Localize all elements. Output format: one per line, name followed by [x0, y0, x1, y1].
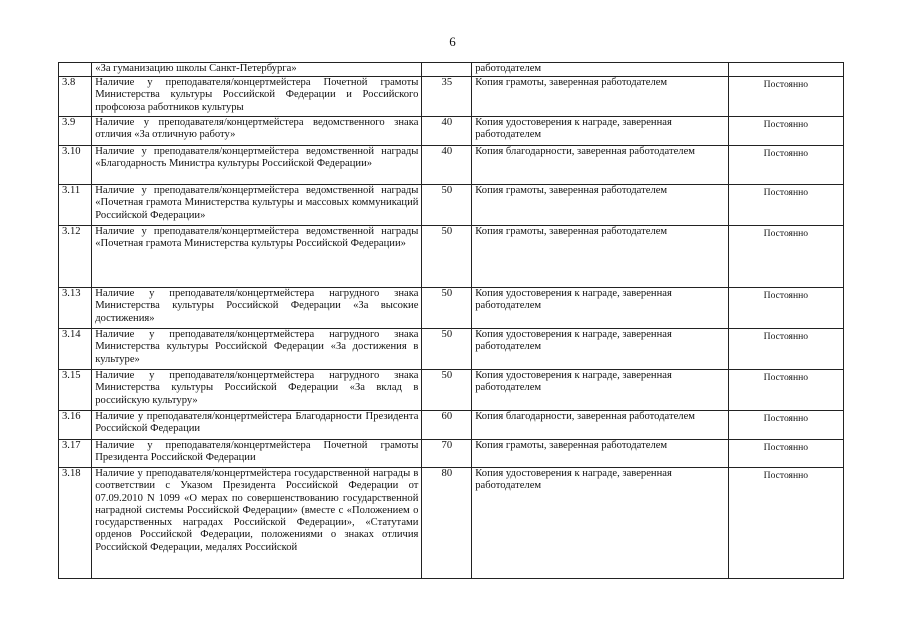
table-row	[59, 146, 844, 185]
points-cell: 50	[422, 288, 472, 329]
period-cell: Постоянно	[728, 185, 843, 226]
table-row	[59, 411, 844, 440]
criteria-table	[58, 62, 844, 579]
row-number-cell: 3.16	[59, 411, 92, 440]
period-cell: Постоянно	[728, 468, 843, 579]
row-number-cell: 3.11	[59, 185, 92, 226]
period-cell: Постоянно	[728, 440, 843, 468]
points-cell: 35	[422, 77, 472, 117]
criterion-cell: Наличие у преподавателя/концертмейстера ведомственной награды «Почетная грамота Министерства культуры Российской Федерации»	[92, 226, 422, 288]
row-number-cell: 3.9	[59, 117, 92, 146]
document-cell: Копия грамоты, заверенная работодателем	[472, 77, 728, 117]
criterion-cell: Наличие у преподавателя/концертмейстера ведомственной награды «Почетная грамота Министерства культуры и массовых коммуникаций Российской Федерации»	[92, 185, 422, 226]
points-cell: 80	[422, 468, 472, 579]
table-row	[59, 117, 844, 146]
document-cell: Копия грамоты, заверенная работодателем	[472, 440, 728, 468]
criterion-cell: Наличие у преподавателя/концертмейстера нагрудного знака Министерства культуры Российской Федерации «За вклад в российскую культуру»	[92, 370, 422, 411]
page-number: 6	[449, 34, 456, 49]
table-row	[59, 468, 844, 579]
document-cell: Копия благодарности, заверенная работодателем	[472, 411, 728, 440]
row-number-cell: 3.15	[59, 370, 92, 411]
points-cell: 70	[422, 440, 472, 468]
points-cell: 50	[422, 226, 472, 288]
period-cell: Постоянно	[728, 146, 843, 185]
document-cell: Копия удостоверения к награде, заверенная работодателем	[472, 329, 728, 370]
points-cell	[422, 63, 472, 77]
period-cell: Постоянно	[728, 370, 843, 411]
criterion-cell: «За гуманизацию школы Санкт-Петербурга»	[92, 63, 422, 77]
points-cell: 40	[422, 117, 472, 146]
document-cell: Копия удостоверения к награде, заверенная работодателем	[472, 117, 728, 146]
period-cell: Постоянно	[728, 411, 843, 440]
table-row	[59, 370, 844, 411]
row-number-cell: 3.10	[59, 146, 92, 185]
document-cell: Копия грамоты, заверенная работодателем	[472, 226, 728, 288]
row-number-cell: 3.12	[59, 226, 92, 288]
table-row	[59, 77, 844, 117]
points-cell: 50	[422, 329, 472, 370]
row-number-cell: 3.18	[59, 468, 92, 579]
document-cell: работодателем	[472, 63, 728, 77]
document-cell: Копия благодарности, заверенная работодателем	[472, 146, 728, 185]
criterion-cell: Наличие у преподавателя/концертмейстера нагрудного знака Министерства культуры Российской Федерации «За высокие достижения»	[92, 288, 422, 329]
row-number-cell: 3.8	[59, 77, 92, 117]
criterion-cell: Наличие у преподавателя/концертмейстера ведомственного знака отличия «За отличную работу»	[92, 117, 422, 146]
row-number-cell: 3.14	[59, 329, 92, 370]
document-cell: Копия удостоверения к награде, заверенная работодателем	[472, 468, 728, 579]
table-row	[59, 440, 844, 468]
points-cell: 50	[422, 185, 472, 226]
period-cell: Постоянно	[728, 77, 843, 117]
period-cell	[728, 63, 843, 77]
period-cell: Постоянно	[728, 117, 843, 146]
criterion-cell: Наличие у преподавателя/концертмейстера государственной награды в соответствии с Указом Президента Российской Федерации от 07.09.2010 N 1099 «О мерах по совершенствованию государственной наградной системы Российской Федерации» (вместе с «Положением о государственных наградах Российской Федерации», «Статутами орденов Российской Федерации, положениями о знаках отличия Российской Федерации, медалях Российской	[92, 468, 422, 579]
document-cell: Копия удостоверения к награде, заверенная работодателем	[472, 288, 728, 329]
period-cell: Постоянно	[728, 329, 843, 370]
table-row	[59, 63, 844, 77]
document-cell: Копия грамоты, заверенная работодателем	[472, 185, 728, 226]
period-cell: Постоянно	[728, 226, 843, 288]
points-cell: 60	[422, 411, 472, 440]
table-row	[59, 288, 844, 329]
points-cell: 50	[422, 370, 472, 411]
table-row	[59, 185, 844, 226]
criterion-cell: Наличие у преподавателя/концертмейстера Почетной грамоты Президента Российской Федерации	[92, 440, 422, 468]
row-number-cell: 3.13	[59, 288, 92, 329]
criterion-cell: Наличие у преподавателя/концертмейстера Почетной грамоты Министерства культуры Российской Федерации и Российского профсоюза работников культуры	[92, 77, 422, 117]
points-cell: 40	[422, 146, 472, 185]
table-row	[59, 226, 844, 288]
document-cell: Копия удостоверения к награде, заверенная работодателем	[472, 370, 728, 411]
table-row	[59, 329, 844, 370]
row-number-cell	[59, 63, 92, 77]
criterion-cell: Наличие у преподавателя/концертмейстера ведомственной награды «Благодарность Министра культуры Российской Федерации»	[92, 146, 422, 185]
row-number-cell: 3.17	[59, 440, 92, 468]
criterion-cell: Наличие у преподавателя/концертмейстера Благодарности Президента Российской Федерации	[92, 411, 422, 440]
criterion-cell: Наличие у преподавателя/концертмейстера нагрудного знака Министерства культуры Российской Федерации «За достижения в культуре»	[92, 329, 422, 370]
period-cell: Постоянно	[728, 288, 843, 329]
